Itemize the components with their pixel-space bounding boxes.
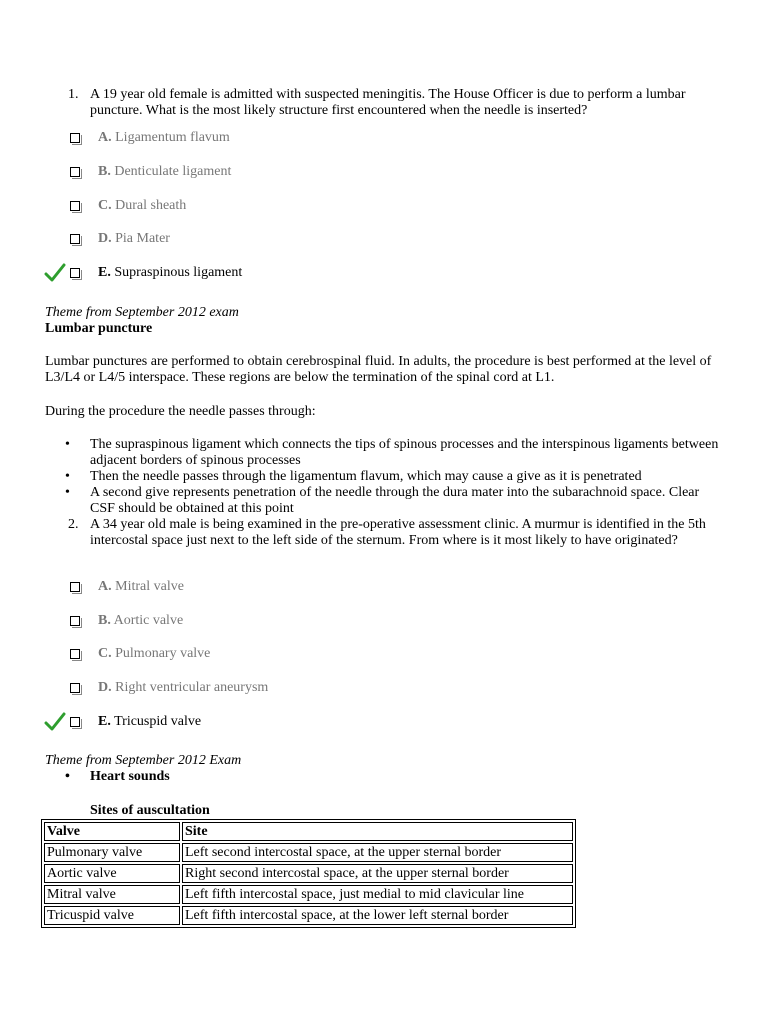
option-letter: A.: [98, 579, 112, 594]
checkmark-icon: [44, 712, 66, 732]
option-label: Tricuspid valve: [114, 714, 202, 729]
option-letter: A.: [98, 130, 112, 145]
checkbox-icon[interactable]: [70, 582, 80, 592]
table-row: [44, 843, 573, 862]
table-cell: Pulmonary valve: [44, 843, 180, 862]
bullet-item: • Heart sounds: [45, 769, 725, 785]
option-d[interactable]: [68, 678, 268, 698]
theme-line: Theme from September 2012 Exam: [45, 753, 242, 768]
bullet-item: • The supraspinous ligament which connects the tips of spinous processes and the interspinous ligaments between adjacent borders of spinous processes: [45, 437, 725, 469]
option-d[interactable]: [68, 229, 170, 249]
table-cell: Mitral valve: [44, 885, 180, 904]
table-cell: Left second intercostal space, at the upper sternal border: [182, 843, 573, 862]
option-letter: C.: [98, 646, 112, 661]
option-c[interactable]: [68, 644, 210, 664]
table-row: [44, 885, 573, 904]
checkbox-icon[interactable]: [70, 133, 80, 143]
option-label: Pia Mater: [115, 231, 170, 246]
bullet-list: [45, 769, 725, 785]
option-label: Aortic valve: [113, 613, 184, 628]
auscultation-table: [41, 819, 576, 928]
option-b[interactable]: [68, 611, 183, 631]
option-label: Mitral valve: [115, 579, 184, 594]
option-c[interactable]: [68, 196, 186, 216]
bullet-list: [45, 437, 725, 517]
bullet-item: • Then the needle passes through the ligamentum flavum, which may cause a give as it is penetrated: [45, 469, 725, 485]
option-letter: C.: [98, 198, 112, 213]
checkbox-icon[interactable]: [70, 167, 80, 177]
theme-line: Theme from September 2012 exam: [45, 305, 239, 320]
option-a[interactable]: [68, 577, 184, 597]
lead-paragraph: During the procedure the needle passes through:: [45, 404, 316, 419]
checkbox-icon[interactable]: [70, 201, 80, 211]
checkbox-icon[interactable]: [70, 717, 80, 727]
option-letter: D.: [98, 680, 112, 695]
option-label: Ligamentum flavum: [115, 130, 230, 145]
question-text: A 19 year old female is admitted with suspected meningitis. The House Officer is due to perform a lumbar puncture. What is the most likely structure first encountered when the needle is inserted?: [90, 87, 686, 118]
table-cell: Left fifth intercostal space, just medial to mid clavicular line: [182, 885, 573, 904]
option-e[interactable]: [68, 263, 242, 283]
table-cell: Tricuspid valve: [44, 906, 180, 925]
bullet-item: • A second give represents penetration of the needle through the dura mater into the subarachnoid space. Clear CSF should be obtained at this point: [45, 485, 725, 517]
option-letter: B.: [98, 164, 111, 179]
checkbox-icon[interactable]: [70, 616, 80, 626]
intro-paragraph: Lumbar punctures are performed to obtain cerebrospinal fluid. In adults, the procedure is best performed at the level of L3/L4 or L4/5 interspace. These regions are below the termination of the spinal cord at L1.: [45, 354, 712, 385]
table-cell: Right second intercostal space, at the upper sternal border: [182, 864, 573, 883]
option-label: Pulmonary valve: [115, 646, 211, 661]
checkbox-icon[interactable]: [70, 268, 80, 278]
table-row: [44, 864, 573, 883]
option-letter: E.: [98, 265, 111, 280]
option-label: Dural sheath: [115, 198, 187, 213]
option-label: Supraspinous ligament: [114, 265, 243, 280]
table-header: Site: [182, 822, 573, 841]
table-cell: Aortic valve: [44, 864, 180, 883]
table-row: [44, 906, 573, 925]
option-letter: B.: [98, 613, 111, 628]
question-number: 2.: [68, 517, 79, 532]
checkmark-icon: [44, 263, 66, 283]
option-letter: E.: [98, 714, 111, 729]
option-b[interactable]: [68, 162, 231, 182]
question-text: A 34 year old male is being examined in the pre-operative assessment clinic. A murmur is identified in the 5th intercostal space just next to the left side of the sternum. From where is it most likely to have originated?: [90, 517, 706, 548]
checkbox-icon[interactable]: [70, 234, 80, 244]
checkbox-icon[interactable]: [70, 683, 80, 693]
table-title: Sites of auscultation: [90, 803, 210, 818]
option-e[interactable]: [68, 712, 201, 732]
option-a[interactable]: [68, 128, 230, 148]
table-header: Valve: [44, 822, 180, 841]
table-header-row: [44, 822, 573, 841]
table-cell: Left fifth intercostal space, at the lower left sternal border: [182, 906, 573, 925]
question-number: 1.: [68, 87, 79, 102]
section-heading: Lumbar puncture: [45, 321, 153, 336]
option-label: Right ventricular aneurysm: [115, 680, 269, 695]
checkbox-icon[interactable]: [70, 649, 80, 659]
option-letter: D.: [98, 231, 112, 246]
option-label: Denticulate ligament: [114, 164, 232, 179]
